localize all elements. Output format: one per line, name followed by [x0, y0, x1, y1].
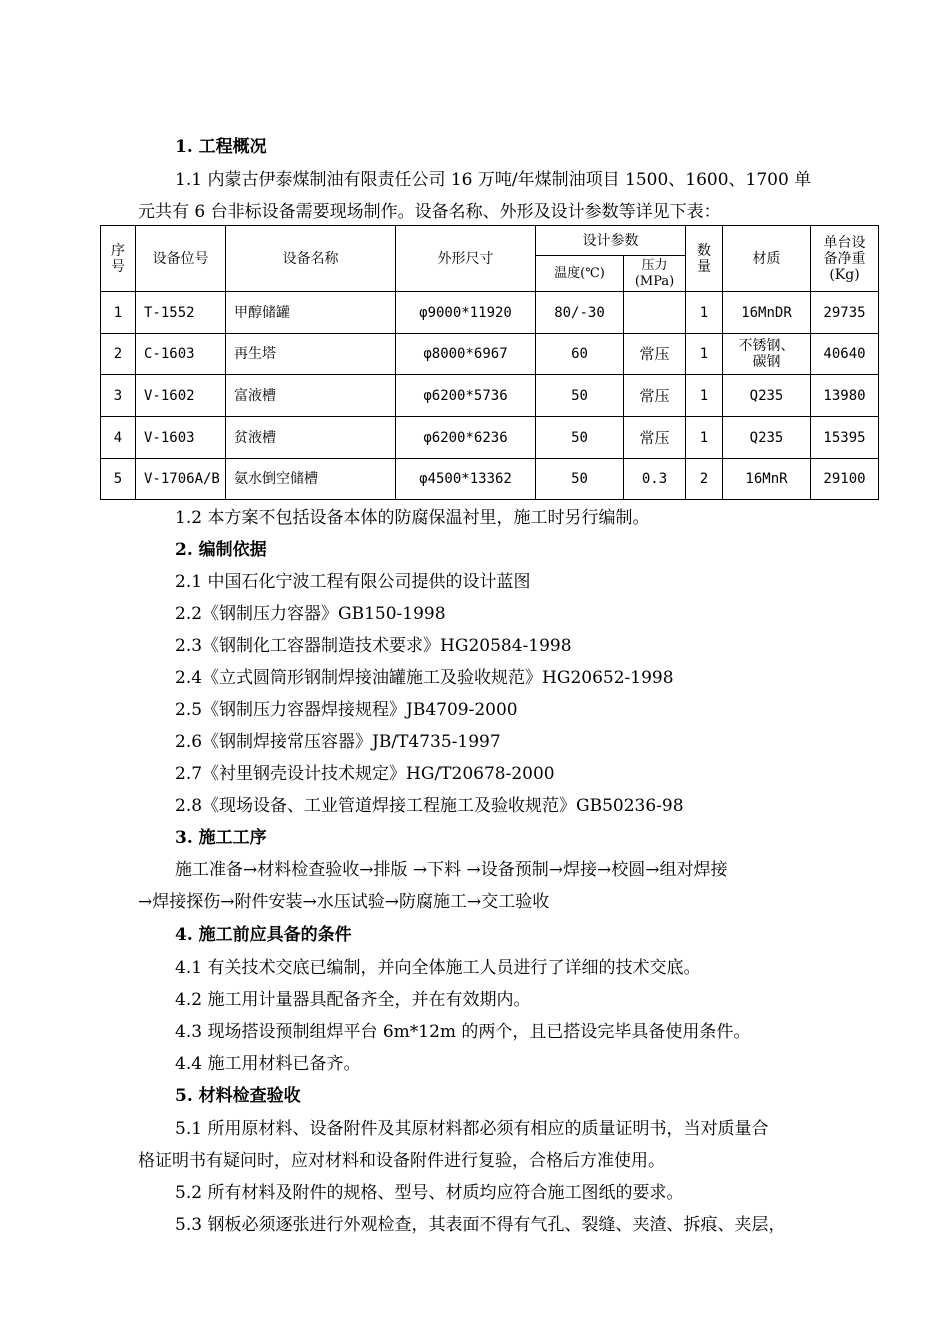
- section-heading-4: 4. 施工前应具备的条件: [175, 925, 352, 945]
- header-design-params: 设计参数: [536, 226, 686, 256]
- header-press: 压力 (MPa): [624, 256, 686, 292]
- cell-tag: V-1602: [136, 375, 226, 417]
- header-tag: 设备位号: [136, 226, 226, 292]
- cell-qty: 1: [686, 417, 723, 459]
- cell-seq: 4: [101, 417, 136, 459]
- table-header-row: [101, 226, 879, 256]
- header-temp: 温度(℃): [536, 256, 624, 292]
- cell-name: 再生塔: [226, 334, 396, 375]
- header-material: 材质: [723, 226, 811, 292]
- cell-seq: 1: [101, 292, 136, 334]
- paragraph-2-4: 2.4《立式圆筒形钢制焊接油罐施工及验收规范》HG20652-1998: [175, 668, 674, 688]
- cell-weight: 29100: [811, 459, 879, 500]
- paragraph-4-4: 4.4 施工用材料已备齐。: [175, 1054, 361, 1074]
- cell-weight: 40640: [811, 334, 879, 375]
- table-row: [101, 334, 879, 375]
- header-name: 设备名称: [226, 226, 396, 292]
- cell-press: [624, 292, 686, 334]
- cell-name: 氨水倒空储槽: [226, 459, 396, 500]
- header-dims: 外形尺寸: [396, 226, 536, 292]
- section-heading-2: 2. 编制依据: [175, 540, 267, 560]
- table-row: [101, 292, 879, 334]
- paragraph-1-1-line-2: 元共有 6 台非标设备需要现场制作。设备名称、外形及设计参数等详见下表：: [138, 202, 721, 222]
- paragraph-2-1: 2.1 中国石化宁波工程有限公司提供的设计蓝图: [175, 572, 531, 592]
- section-heading-5: 5. 材料检查验收: [175, 1086, 301, 1106]
- paragraph-5-1-line-2: 格证明书有疑问时，应对材料和设备附件进行复验，合格后方准使用。: [138, 1151, 665, 1171]
- paragraph-2-2: 2.2《钢制压力容器》GB150-1998: [175, 604, 446, 624]
- cell-name: 甲醇储罐: [226, 292, 396, 334]
- cell-temp: 50: [536, 417, 624, 459]
- paragraph-1-2: 1.2 本方案不包括设备本体的防腐保温衬里，施工时另行编制。: [175, 508, 650, 528]
- cell-dims: φ6200*5736: [396, 375, 536, 417]
- cell-dims: φ8000*6967: [396, 334, 536, 375]
- cell-material: 16MnR: [723, 459, 811, 500]
- paragraph-2-3: 2.3《钢制化工容器制造技术要求》HG20584-1998: [175, 636, 572, 656]
- paragraph-2-8: 2.8《现场设备、工业管道焊接工程施工及验收规范》GB50236-98: [175, 796, 684, 816]
- paragraph-3-line-2: →焊接探伤→附件安装→水压试验→防腐施工→交工验收: [138, 892, 550, 912]
- section-heading-3: 3. 施工工序: [175, 828, 267, 848]
- cell-qty: 1: [686, 375, 723, 417]
- cell-material: 16MnDR: [723, 292, 811, 334]
- cell-material: Q235: [723, 417, 811, 459]
- cell-qty: 1: [686, 334, 723, 375]
- header-weight-cell: 单台设 备净重 (Kg): [811, 226, 879, 292]
- paragraph-5-1-line-1: 5.1 所用原材料、设备附件及其原材料都必须有相应的质量证明书，当对质量合: [175, 1119, 769, 1139]
- cell-weight: 15395: [811, 417, 879, 459]
- paragraph-4-3: 4.3 现场搭设预制组焊平台 6m*12m 的两个，且已搭设完毕具备使用条件。: [175, 1022, 751, 1042]
- table-row: [101, 375, 879, 417]
- section-heading-1: 1. 工程概况: [175, 137, 267, 157]
- cell-dims: φ6200*6236: [396, 417, 536, 459]
- paragraph-2-5: 2.5《钢制压力容器焊接规程》JB4709-2000: [175, 700, 518, 720]
- header-qty: 数 量: [686, 226, 723, 292]
- paragraph-4-1: 4.1 有关技术交底已编制，并向全体施工人员进行了详细的技术交底。: [175, 958, 701, 978]
- cell-weight: 29735: [811, 292, 879, 334]
- paragraph-3-line-1: 施工准备→材料检查验收→排版 →下料 →设备预制→焊接→校圆→组对焊接: [175, 860, 728, 880]
- cell-temp: 50: [536, 459, 624, 500]
- paragraph-4-2: 4.2 施工用计量器具配备齐全，并在有效期内。: [175, 990, 531, 1010]
- cell-qty: 2: [686, 459, 723, 500]
- paragraph-2-6: 2.6《钢制焊接常压容器》JB/T4735-1997: [175, 732, 501, 752]
- cell-name: 富液槽: [226, 375, 396, 417]
- cell-press: 常压: [624, 417, 686, 459]
- header-seq: 序 号: [101, 226, 136, 292]
- cell-tag: V-1706A/B: [136, 459, 226, 500]
- cell-tag: V-1603: [136, 417, 226, 459]
- cell-seq: 3: [101, 375, 136, 417]
- cell-name: 贫液槽: [226, 417, 396, 459]
- cell-temp: 50: [536, 375, 624, 417]
- cell-press: 常压: [624, 375, 686, 417]
- cell-temp: 60: [536, 334, 624, 375]
- cell-tag: C-1603: [136, 334, 226, 375]
- paragraph-5-2: 5.2 所有材料及附件的规格、型号、材质均应符合施工图纸的要求。: [175, 1183, 684, 1203]
- cell-dims: φ4500*13362: [396, 459, 536, 500]
- table-row: [101, 459, 879, 500]
- cell-dims: φ9000*11920: [396, 292, 536, 334]
- paragraph-1-1-line-1: 1.1 内蒙古伊泰煤制油有限责任公司 16 万吨/年煤制油项目 1500、1600、1700 单: [175, 170, 812, 190]
- cell-temp: 80/-30: [536, 292, 624, 334]
- cell-material: 不锈钢、 碳钢: [723, 334, 811, 375]
- cell-qty: 1: [686, 292, 723, 334]
- cell-seq: 2: [101, 334, 136, 375]
- table-row: [101, 417, 879, 459]
- paragraph-2-7: 2.7《衬里钢壳设计技术规定》HG/T20678-2000: [175, 764, 555, 784]
- cell-weight: 13980: [811, 375, 879, 417]
- cell-press: 常压: [624, 334, 686, 375]
- cell-material: Q235: [723, 375, 811, 417]
- equipment-table: [100, 225, 879, 500]
- paragraph-5-3: 5.3 钢板必须逐张进行外观检查，其表面不得有气孔、裂缝、夹渣、拆痕、夹层，: [175, 1215, 786, 1235]
- cell-press: 0.3: [624, 459, 686, 500]
- cell-tag: T-1552: [136, 292, 226, 334]
- cell-seq: 5: [101, 459, 136, 500]
